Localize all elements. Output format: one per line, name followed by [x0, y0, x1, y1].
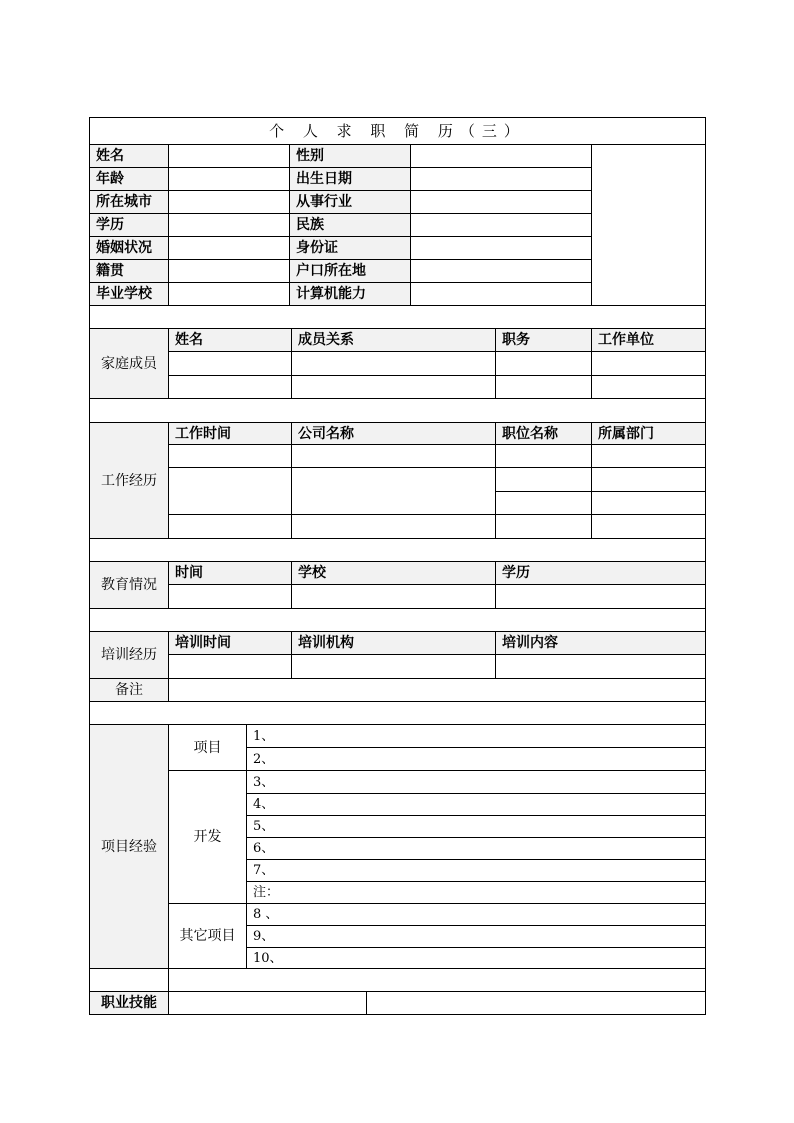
project-item[interactable]: 8 、	[246, 903, 706, 926]
family-header-name: 姓名	[168, 328, 292, 352]
work-header-company: 公司名称	[291, 422, 496, 445]
basic-label-marital: 婚姻状况	[89, 236, 169, 260]
family-cell[interactable]	[168, 351, 292, 376]
resume-form	[90, 118, 706, 1016]
photo-box[interactable]	[591, 144, 706, 306]
project-item[interactable]: 9、	[246, 925, 706, 948]
school-field[interactable]	[168, 282, 290, 306]
city-field[interactable]	[168, 190, 290, 214]
family-cell[interactable]	[591, 351, 706, 376]
family-cell[interactable]	[591, 375, 706, 399]
age-field[interactable]	[168, 167, 290, 191]
education-header-time: 时间	[168, 561, 292, 585]
basic-label-gender: 性别	[289, 144, 411, 168]
form-title: 个 人 求 职 简 历（三）	[89, 117, 706, 145]
hukou-field[interactable]	[410, 259, 592, 283]
family-cell[interactable]	[495, 351, 592, 376]
family-cell[interactable]	[168, 375, 292, 399]
work-cell[interactable]	[168, 467, 292, 515]
remarks-label: 备注	[89, 678, 169, 702]
basic-label-city: 所在城市	[89, 190, 169, 214]
work-cell[interactable]	[291, 514, 496, 539]
project-item[interactable]: 7、	[246, 859, 706, 882]
basic-label-industry: 从事行业	[289, 190, 411, 214]
basic-label-name: 姓名	[89, 144, 169, 168]
education-header-degree: 学历	[495, 561, 706, 585]
native-place-field[interactable]	[168, 259, 290, 283]
skills-field-1[interactable]	[168, 991, 367, 1015]
project-note[interactable]: 注：	[246, 881, 706, 904]
skills-label: 职业技能	[89, 991, 169, 1015]
work-header-department: 所属部门	[591, 422, 706, 445]
spacer-row	[89, 398, 706, 423]
family-cell[interactable]	[291, 375, 496, 399]
family-section-label: 家庭成员	[89, 328, 169, 399]
work-cell[interactable]	[495, 491, 592, 515]
family-cell[interactable]	[291, 351, 496, 376]
basic-label-hukou: 户口所在地	[289, 259, 411, 283]
birthdate-field[interactable]	[410, 167, 592, 191]
computer-field[interactable]	[410, 282, 592, 306]
name-field[interactable]	[168, 144, 290, 168]
training-header-content: 培训内容	[495, 631, 706, 655]
project-item[interactable]: 10、	[246, 947, 706, 969]
basic-label-ethnicity: 民族	[289, 213, 411, 237]
education-section-label: 教育情况	[89, 561, 169, 609]
work-cell[interactable]	[591, 444, 706, 468]
training-cell[interactable]	[168, 654, 292, 679]
projects-section-label: 项目经验	[89, 724, 169, 969]
id-card-field[interactable]	[410, 236, 592, 260]
spacer-row	[168, 968, 706, 992]
education-cell[interactable]	[495, 584, 706, 609]
spacer-label-cell	[89, 968, 169, 992]
project-item[interactable]: 4、	[246, 793, 706, 816]
work-cell[interactable]	[291, 444, 496, 468]
work-cell[interactable]	[495, 444, 592, 468]
work-section-label: 工作经历	[89, 422, 169, 539]
basic-label-id-card: 身份证	[289, 236, 411, 260]
project-item[interactable]: 6、	[246, 837, 706, 860]
project-group-label: 项目	[168, 724, 247, 771]
project-group-label: 其它项目	[168, 903, 247, 969]
training-section-label: 培训经历	[89, 631, 169, 679]
work-cell[interactable]	[168, 514, 292, 539]
marital-field[interactable]	[168, 236, 290, 260]
work-cell[interactable]	[291, 467, 496, 515]
project-item[interactable]: 2、	[246, 747, 706, 771]
education-field[interactable]	[168, 213, 290, 237]
work-cell[interactable]	[591, 514, 706, 539]
spacer-row	[89, 608, 706, 632]
work-cell[interactable]	[495, 514, 592, 539]
basic-label-school: 毕业学校	[89, 282, 169, 306]
training-header-time: 培训时间	[168, 631, 292, 655]
gender-field[interactable]	[410, 144, 592, 168]
education-cell[interactable]	[168, 584, 292, 609]
work-cell[interactable]	[591, 491, 706, 515]
work-header-position: 职位名称	[495, 422, 592, 445]
education-cell[interactable]	[291, 584, 496, 609]
training-header-institution: 培训机构	[291, 631, 496, 655]
training-cell[interactable]	[495, 654, 706, 679]
family-header-position: 职务	[495, 328, 592, 352]
basic-label-birthdate: 出生日期	[289, 167, 411, 191]
work-cell[interactable]	[168, 444, 292, 468]
project-item[interactable]: 3、	[246, 770, 706, 794]
spacer-row	[89, 701, 706, 725]
ethnicity-field[interactable]	[410, 213, 592, 237]
project-group-label: 开发	[168, 770, 247, 904]
family-header-employer: 工作单位	[591, 328, 706, 352]
work-header-time: 工作时间	[168, 422, 292, 445]
spacer-row	[89, 305, 706, 329]
family-header-relation: 成员关系	[291, 328, 496, 352]
basic-label-native-place: 籍贯	[89, 259, 169, 283]
basic-label-education: 学历	[89, 213, 169, 237]
work-cell[interactable]	[495, 467, 592, 492]
project-item[interactable]: 5、	[246, 815, 706, 838]
spacer-row	[89, 538, 706, 562]
industry-field[interactable]	[410, 190, 592, 214]
project-item[interactable]: 1、	[246, 724, 706, 748]
basic-label-computer: 计算机能力	[289, 282, 411, 306]
remarks-field[interactable]	[168, 678, 706, 702]
skills-field-2[interactable]	[366, 991, 706, 1015]
work-cell[interactable]	[591, 467, 706, 492]
training-cell[interactable]	[291, 654, 496, 679]
family-cell[interactable]	[495, 375, 592, 399]
education-header-school: 学校	[291, 561, 496, 585]
basic-label-age: 年龄	[89, 167, 169, 191]
